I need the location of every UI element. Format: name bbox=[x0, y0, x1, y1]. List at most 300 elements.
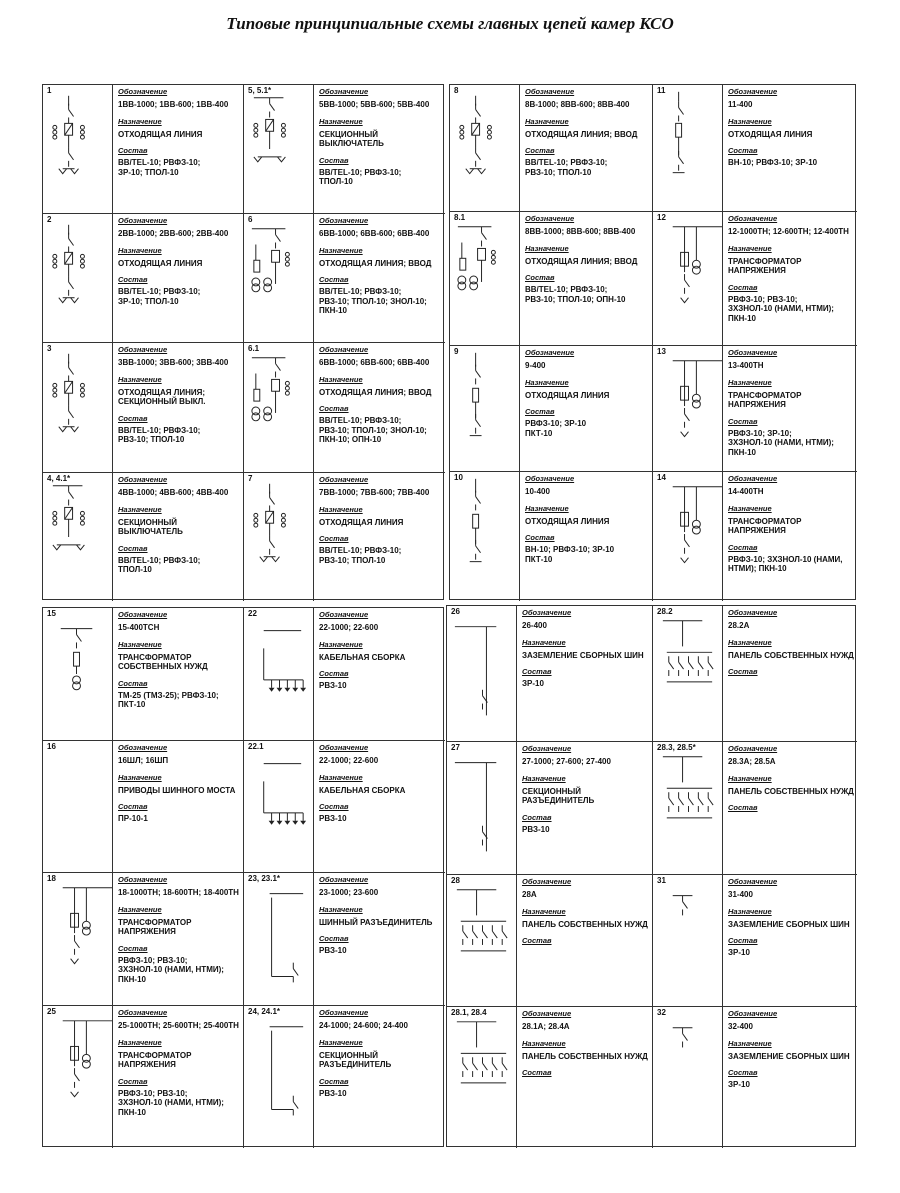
scheme-cell bbox=[653, 1007, 857, 1148]
designation-label: Обозначение bbox=[525, 474, 575, 483]
composition-label: Состав bbox=[118, 543, 148, 553]
designation-label: Обозначение bbox=[118, 743, 168, 752]
designation-label: Обозначение bbox=[319, 875, 369, 884]
composition-label: Состав bbox=[728, 667, 758, 676]
designation-value: 27-1000; 27-600; 27-400 bbox=[522, 757, 611, 766]
designation-label: Обозначение bbox=[319, 345, 369, 354]
designation-label: Обозначение bbox=[118, 216, 168, 225]
designation-label: Обозначение bbox=[319, 475, 369, 484]
purpose-value: ПАНЕЛЬ СОБСТВЕННЫХ НУЖД bbox=[522, 1051, 648, 1061]
purpose-label: Назначение bbox=[522, 637, 566, 647]
purpose-label: Назначение bbox=[118, 374, 162, 384]
composition-value: РВЗ-10 bbox=[319, 946, 347, 955]
vcb-line-icon bbox=[43, 214, 112, 343]
aux-panel-icon bbox=[447, 875, 516, 1007]
designation-label: Обозначение bbox=[728, 608, 778, 617]
scheme-info bbox=[723, 472, 857, 577]
scheme-info bbox=[113, 608, 243, 713]
purpose-value: ОТХОДЯЩАЯ ЛИНИЯ; ВВОД bbox=[525, 256, 638, 266]
composition-value: ВВ/TEL-10; РВФЗ-10; РВЗ-10; ТПОЛ-10; ЗНОЛ-10; ПКН-10; ОПН-10 bbox=[319, 416, 427, 444]
composition-value: РВФЗ-10; ЗР-10 ПКТ-10 bbox=[525, 419, 587, 438]
scheme-cell bbox=[244, 343, 445, 473]
earthing-switch-icon bbox=[653, 875, 722, 1007]
bus-earthing-icon bbox=[447, 742, 516, 875]
purpose-value: ОТХОДЯЩАЯ ЛИНИЯ bbox=[525, 390, 610, 400]
purpose-value: СЕКЦИОННЫЙ РАЗЪЕДИНИТЕЛЬ bbox=[319, 1050, 392, 1069]
composition-label: Состав bbox=[522, 936, 552, 945]
scheme-block-3 bbox=[42, 607, 444, 1147]
scheme-cell bbox=[653, 742, 857, 875]
scheme-info bbox=[517, 1007, 652, 1080]
purpose-label: Назначение bbox=[728, 1038, 772, 1048]
designation-value: 23-1000; 23-600 bbox=[319, 888, 379, 897]
purpose-value: КАБЕЛЬНАЯ СБОРКА bbox=[319, 785, 406, 795]
designation-value: 6ВВ-1000; 6ВВ-600; 6ВВ-400 bbox=[319, 358, 430, 367]
purpose-label: Назначение bbox=[728, 116, 772, 126]
scheme-cell bbox=[43, 608, 244, 741]
purpose-value: ЗАЗЕМЛЕНИЕ СБОРНЫХ ШИН bbox=[728, 919, 850, 929]
designation-value: 8В-1000; 8ВВ-600; 8ВВ-400 bbox=[525, 100, 630, 109]
designation-value: 31-400 bbox=[728, 890, 753, 899]
purpose-label: Назначение bbox=[118, 245, 162, 255]
scheme-number: 22 bbox=[248, 609, 257, 618]
designation-label: Обозначение bbox=[728, 474, 778, 483]
voltage-transformer-icon bbox=[43, 1006, 112, 1148]
scheme-diagram bbox=[244, 741, 314, 873]
purpose-label: Назначение bbox=[728, 773, 772, 783]
scheme-number: 12 bbox=[657, 213, 666, 222]
scheme-number: 24, 24.1* bbox=[248, 1007, 281, 1016]
designation-value: 3ВВ-1000; 3ВВ-600; 3ВВ-400 bbox=[118, 358, 229, 367]
scheme-info bbox=[113, 741, 243, 827]
purpose-label: Назначение bbox=[319, 374, 363, 384]
scheme-info bbox=[314, 85, 445, 190]
vcb-line-icon bbox=[43, 343, 112, 473]
scheme-diagram bbox=[43, 1006, 113, 1148]
designation-value: 14-400ТН bbox=[728, 487, 764, 496]
composition-value: ВВ/TEL-10; РВФЗ-10; РВЗ-10; ТПОЛ-10; ЗНОЛ-10; ПКН-10 bbox=[319, 287, 427, 315]
purpose-value: ОТХОДЯЩАЯ ЛИНИЯ; СЕКЦИОННЫЙ ВЫКЛ. bbox=[118, 387, 206, 406]
composition-value: ВВ/TEL-10; РВФЗ-10; ТПОЛ-10 bbox=[118, 555, 201, 574]
scheme-info bbox=[520, 346, 652, 441]
scheme-diagram bbox=[653, 742, 723, 875]
scheme-diagram bbox=[43, 873, 113, 1006]
designation-label: Обозначение bbox=[728, 877, 778, 886]
composition-value: РВФЗ-10; РВЗ-10; ЗХЗНОЛ-10 (НАМИ, НТМИ); ПКН-10 bbox=[728, 294, 834, 323]
composition-value: ВВ/TEL-10; РВФЗ-10; ЗР-10; ТПОЛ-10 bbox=[118, 287, 201, 306]
scheme-diagram bbox=[447, 742, 517, 875]
scheme-cell bbox=[653, 212, 857, 346]
scheme-info bbox=[314, 343, 445, 448]
purpose-label: Назначение bbox=[118, 116, 162, 126]
composition-label: Состав bbox=[728, 416, 758, 426]
purpose-label: Назначение bbox=[525, 377, 569, 387]
designation-label: Обозначение bbox=[319, 1008, 369, 1017]
purpose-label: Назначение bbox=[522, 906, 566, 916]
aux-panel-icon bbox=[653, 606, 722, 742]
designation-label: Обозначение bbox=[319, 743, 369, 752]
composition-value: ВН-10; РВФЗ-10; ЗР-10 bbox=[728, 158, 818, 167]
scheme-info bbox=[517, 742, 652, 837]
composition-label: Состав bbox=[522, 812, 552, 822]
vcb-line-icon bbox=[43, 85, 112, 214]
bus-disconnector-icon bbox=[244, 1006, 313, 1148]
scheme-cell bbox=[447, 875, 653, 1007]
scheme-number: 28.2 bbox=[657, 607, 673, 616]
load-switch-icon bbox=[653, 85, 722, 212]
scheme-info bbox=[723, 742, 857, 815]
designation-value: 13-400ТН bbox=[728, 361, 764, 370]
scheme-number: 7 bbox=[248, 474, 253, 483]
scheme-info bbox=[517, 875, 652, 948]
purpose-label: Назначение bbox=[319, 1037, 363, 1047]
voltage-transformer-icon bbox=[653, 472, 722, 601]
scheme-diagram bbox=[244, 343, 314, 473]
composition-label: Состав bbox=[319, 934, 349, 943]
vcb-sectional-icon bbox=[43, 473, 112, 601]
scheme-number: 5, 5.1* bbox=[248, 86, 272, 95]
scheme-cell bbox=[653, 346, 857, 472]
vcb-sectional-icon bbox=[244, 85, 313, 214]
scheme-cell bbox=[653, 606, 857, 742]
page-title: Типовые принципиальные схемы главных цепей камер КСО bbox=[226, 14, 674, 33]
composition-value: ВВ/TEL-10; РВФЗ-10; РВЗ-10; ТПОЛ-10; ОПН-10 bbox=[525, 285, 626, 304]
scheme-info bbox=[723, 875, 857, 961]
composition-label: Состав bbox=[728, 146, 758, 155]
scheme-number: 6.1 bbox=[248, 344, 260, 353]
scheme-cell bbox=[244, 214, 445, 343]
scheme-cell bbox=[244, 608, 445, 741]
scheme-info bbox=[723, 346, 857, 460]
scheme-diagram bbox=[447, 606, 517, 742]
purpose-value: ОТХОДЯЩАЯ ЛИНИЯ bbox=[319, 517, 404, 527]
scheme-info bbox=[113, 214, 243, 309]
composition-label: Состав bbox=[522, 1068, 552, 1077]
aux-panel-icon bbox=[653, 742, 722, 875]
scheme-cell bbox=[244, 741, 445, 873]
designation-label: Обозначение bbox=[118, 345, 168, 354]
composition-label: Состав bbox=[319, 669, 349, 678]
designation-value: 22-1000; 22-600 bbox=[319, 756, 379, 765]
composition-value: ЗР-10 bbox=[522, 679, 544, 688]
scheme-number: 14 bbox=[657, 473, 666, 482]
designation-value: 26-400 bbox=[522, 621, 547, 630]
composition-label: Состав bbox=[118, 146, 148, 155]
composition-label: Состав bbox=[525, 407, 555, 416]
composition-label: Состав bbox=[525, 273, 555, 282]
scheme-diagram bbox=[244, 214, 314, 343]
scheme-cell bbox=[450, 212, 653, 346]
composition-label: Состав bbox=[525, 146, 555, 155]
purpose-label: Назначение bbox=[525, 503, 569, 513]
fuse-line-icon bbox=[450, 472, 519, 601]
composition-label: Состав bbox=[728, 936, 758, 945]
scheme-cell bbox=[450, 472, 653, 601]
composition-label: Состав bbox=[728, 803, 758, 812]
designation-value: 28А bbox=[522, 890, 537, 899]
scheme-info bbox=[113, 473, 243, 578]
designation-value: 1ВВ-1000; 1ВВ-600; 1ВВ-400 bbox=[118, 100, 229, 109]
composition-value: ВН-10; РВФЗ-10; ЗР-10 ПКТ-10 bbox=[525, 545, 615, 564]
scheme-cell bbox=[43, 473, 244, 601]
scheme-info bbox=[113, 873, 243, 987]
purpose-label: Назначение bbox=[319, 116, 363, 126]
scheme-info bbox=[113, 1006, 243, 1120]
designation-value: 28.2А bbox=[728, 621, 750, 630]
purpose-label: Назначение bbox=[525, 243, 569, 253]
voltage-transformer-icon bbox=[653, 212, 722, 346]
designation-label: Обозначение bbox=[525, 87, 575, 96]
designation-value: 28.3А; 28.5А bbox=[728, 757, 776, 766]
purpose-value: ОТХОДЯЩАЯ ЛИНИЯ bbox=[118, 258, 203, 268]
scheme-diagram bbox=[244, 85, 314, 214]
scheme-info bbox=[520, 212, 652, 307]
purpose-value: ПРИВОДЫ ШИННОГО МОСТА bbox=[118, 785, 236, 795]
scheme-info bbox=[723, 1007, 857, 1093]
purpose-label: Назначение bbox=[118, 639, 162, 649]
designation-value: 4ВВ-1000; 4ВВ-600; 4ВВ-400 bbox=[118, 488, 229, 497]
designation-label: Обозначение bbox=[118, 475, 168, 484]
scheme-number: 32 bbox=[657, 1008, 666, 1017]
vcb-vt-icon bbox=[244, 214, 313, 343]
bus-earthing-icon bbox=[447, 606, 516, 742]
composition-label: Состав bbox=[118, 413, 148, 423]
scheme-block-4 bbox=[446, 605, 856, 1147]
cable-assembly-icon bbox=[244, 741, 313, 873]
designation-value: 2ВВ-1000; 2ВВ-600; 2ВВ-400 bbox=[118, 229, 229, 238]
scheme-info bbox=[723, 212, 857, 326]
composition-value: РВЗ-10 bbox=[319, 814, 347, 823]
designation-label: Обозначение bbox=[522, 608, 572, 617]
purpose-value: ТРАНСФОРМАТОР СОБСТВЕННЫХ НУЖД bbox=[118, 652, 208, 671]
scheme-cell bbox=[43, 1006, 244, 1148]
scheme-diagram bbox=[43, 741, 113, 873]
composition-value: РВЗ-10 bbox=[319, 1088, 347, 1098]
purpose-value: ПАНЕЛЬ СОБСТВЕННЫХ НУЖД bbox=[728, 650, 854, 660]
scheme-number: 28 bbox=[451, 876, 460, 885]
purpose-value: КАБЕЛЬНАЯ СБОРКА bbox=[319, 652, 406, 662]
composition-value: ВВ/TEL-10; РВФЗ-10; ЗР-10; ТПОЛ-10 bbox=[118, 158, 201, 177]
designation-label: Обозначение bbox=[118, 875, 168, 884]
purpose-value: ЗАЗЕМЛЕНИЕ СБОРНЫХ ШИН bbox=[728, 1051, 850, 1061]
designation-label: Обозначение bbox=[319, 610, 369, 619]
composition-value: ТМ-25 (ТМЗ-25); РВФЗ-10; ПКТ-10 bbox=[118, 690, 219, 709]
purpose-value: ОТХОДЯЩАЯ ЛИНИЯ bbox=[525, 516, 610, 526]
scheme-info bbox=[723, 606, 857, 679]
scheme-cell bbox=[244, 473, 445, 601]
scheme-cell bbox=[244, 85, 445, 214]
scheme-diagram bbox=[653, 346, 723, 472]
composition-value: ПР-10-1 bbox=[118, 814, 148, 823]
purpose-value: СЕКЦИОННЫЙ ВЫКЛЮЧАТЕЛЬ bbox=[319, 129, 384, 148]
designation-label: Обозначение bbox=[525, 348, 575, 357]
scheme-cell bbox=[447, 606, 653, 742]
composition-label: Состав bbox=[525, 533, 555, 542]
scheme-number: 8 bbox=[454, 86, 459, 95]
scheme-diagram bbox=[653, 85, 723, 212]
scheme-cell bbox=[447, 1007, 653, 1148]
purpose-label: Назначение bbox=[319, 904, 363, 914]
composition-label: Состав bbox=[118, 1076, 148, 1086]
composition-value: ВВ/TEL-10; РВФЗ-10; ТПОЛ-10 bbox=[319, 167, 402, 186]
purpose-label: Назначение bbox=[728, 377, 772, 387]
scheme-diagram bbox=[244, 1006, 314, 1148]
scheme-info bbox=[314, 214, 445, 319]
scheme-cell bbox=[43, 873, 244, 1006]
composition-value: РВЗ-10 bbox=[522, 824, 550, 834]
purpose-value: ОТХОДЯЩАЯ ЛИНИЯ bbox=[728, 129, 813, 139]
composition-value: РВЗ-10 bbox=[319, 681, 347, 690]
scheme-diagram bbox=[447, 875, 517, 1007]
designation-label: Обозначение bbox=[728, 348, 778, 357]
purpose-value: ПАНЕЛЬ СОБСТВЕННЫХ НУЖД bbox=[522, 919, 648, 929]
cable-assembly-icon bbox=[244, 608, 313, 741]
purpose-label: Назначение bbox=[319, 639, 363, 649]
composition-value: ЗР-10 bbox=[728, 948, 750, 957]
composition-label: Состав bbox=[319, 275, 349, 284]
scheme-diagram bbox=[43, 85, 113, 214]
vcb-line-icon bbox=[244, 473, 313, 601]
purpose-value: ТРАНСФОРМАТОР НАПРЯЖЕНИЯ bbox=[728, 256, 802, 275]
purpose-label: Назначение bbox=[728, 503, 772, 513]
scheme-cell bbox=[43, 741, 244, 873]
designation-value: 10-400 bbox=[525, 487, 550, 496]
composition-label: Состав bbox=[522, 667, 552, 676]
scheme-number: 25 bbox=[47, 1007, 56, 1016]
purpose-label: Назначение bbox=[319, 245, 363, 255]
scheme-diagram bbox=[244, 473, 314, 601]
scheme-number: 31 bbox=[657, 876, 666, 885]
composition-label: Состав bbox=[319, 404, 349, 413]
scheme-cell bbox=[43, 214, 244, 343]
scheme-cell bbox=[653, 472, 857, 601]
designation-value: 18-1000ТН; 18-600ТН; 18-400ТН bbox=[118, 888, 239, 897]
scheme-cell bbox=[244, 873, 445, 1006]
blank-diagram bbox=[43, 741, 112, 873]
scheme-info bbox=[517, 606, 652, 692]
scheme-info bbox=[314, 1006, 445, 1101]
designation-label: Обозначение bbox=[728, 214, 778, 223]
composition-label: Состав bbox=[319, 1076, 349, 1086]
composition-value: РВФЗ-10; ЗР-10; ЗХЗНОЛ-10 (НАМИ, НТМИ); ПКН-10 bbox=[728, 428, 834, 457]
scheme-block-1 bbox=[42, 84, 444, 600]
scheme-info bbox=[314, 741, 445, 827]
purpose-value: СЕКЦИОННЫЙ ВЫКЛЮЧАТЕЛЬ bbox=[118, 517, 183, 536]
earthing-switch-icon bbox=[653, 1007, 722, 1148]
designation-value: 5ВВ-1000; 5ВВ-600; 5ВВ-400 bbox=[319, 100, 430, 109]
purpose-label: Назначение bbox=[522, 1038, 566, 1048]
scheme-cell bbox=[450, 85, 653, 212]
purpose-value: ОТХОДЯЩАЯ ЛИНИЯ bbox=[118, 129, 203, 139]
designation-value: 6ВВ-1000; 6ВВ-600; 6ВВ-400 bbox=[319, 229, 430, 238]
composition-value: РВФЗ-10; РВЗ-10; ЗХЗНОЛ-10 (НАМИ, НТМИ); ПКН-10 bbox=[118, 1088, 224, 1117]
voltage-transformer-icon bbox=[653, 346, 722, 472]
designation-value: 8ВВ-1000; 8ВВ-600; 8ВВ-400 bbox=[525, 227, 636, 236]
scheme-info bbox=[113, 85, 243, 180]
designation-value: 9-400 bbox=[525, 361, 546, 370]
scheme-cell bbox=[653, 875, 857, 1007]
scheme-cell bbox=[43, 85, 244, 214]
bus-disconnector-icon bbox=[244, 873, 313, 1006]
scheme-number: 23, 23.1* bbox=[248, 874, 281, 883]
purpose-value: ТРАНСФОРМАТОР НАПРЯЖЕНИЯ bbox=[118, 917, 192, 936]
purpose-value: СЕКЦИОННЫЙ РАЗЪЕДИНИТЕЛЬ bbox=[522, 786, 595, 805]
designation-value: 22-1000; 22-600 bbox=[319, 623, 379, 632]
designation-label: Обозначение bbox=[522, 1009, 572, 1018]
scheme-number: 1 bbox=[47, 86, 52, 95]
scheme-diagram bbox=[450, 85, 520, 212]
purpose-value: ОТХОДЯЩАЯ ЛИНИЯ; ВВОД bbox=[525, 129, 638, 139]
purpose-label: Назначение bbox=[118, 772, 162, 782]
scheme-number: 2 bbox=[47, 215, 52, 224]
purpose-value: ОТХОДЯЩАЯ ЛИНИЯ; ВВОД bbox=[319, 387, 432, 397]
designation-label: Обозначение bbox=[728, 744, 778, 753]
designation-label: Обозначение bbox=[118, 610, 168, 619]
purpose-label: Назначение bbox=[118, 904, 162, 914]
scheme-diagram bbox=[43, 473, 113, 601]
composition-label: Состав bbox=[118, 678, 148, 688]
scheme-info bbox=[723, 85, 857, 171]
designation-value: 12-1000ТН; 12-600ТН; 12-400ТН bbox=[728, 227, 849, 236]
purpose-value: ПАНЕЛЬ СОБСТВЕННЫХ НУЖД bbox=[728, 786, 854, 796]
aux-transformer-icon bbox=[43, 608, 112, 741]
scheme-diagram bbox=[653, 606, 723, 742]
composition-label: Состав bbox=[728, 542, 758, 552]
scheme-cell bbox=[43, 343, 244, 473]
scheme-diagram bbox=[447, 1007, 517, 1148]
scheme-diagram bbox=[653, 472, 723, 601]
composition-label: Состав bbox=[319, 802, 349, 811]
scheme-number: 10 bbox=[454, 473, 463, 482]
designation-label: Обозначение bbox=[118, 1008, 168, 1017]
scheme-diagram bbox=[43, 608, 113, 741]
scheme-number: 8.1 bbox=[454, 213, 466, 222]
composition-label: Состав bbox=[319, 534, 349, 543]
vcb-vt-icon bbox=[450, 212, 519, 346]
scheme-info bbox=[314, 873, 445, 959]
scheme-number: 3 bbox=[47, 344, 52, 353]
scheme-number: 13 bbox=[657, 347, 666, 356]
scheme-cell bbox=[653, 85, 857, 212]
composition-label: Состав bbox=[728, 1068, 758, 1077]
scheme-number: 9 bbox=[454, 347, 459, 356]
scheme-diagram bbox=[43, 343, 113, 473]
designation-value: 25-1000ТН; 25-600ТН; 25-400ТН bbox=[118, 1021, 239, 1030]
scheme-number: 11 bbox=[657, 86, 666, 95]
scheme-diagram bbox=[653, 212, 723, 346]
scheme-diagram bbox=[450, 346, 520, 472]
voltage-transformer-icon bbox=[43, 873, 112, 1006]
scheme-number: 16 bbox=[47, 742, 56, 751]
scheme-number: 18 bbox=[47, 874, 56, 883]
purpose-label: Назначение bbox=[319, 772, 363, 782]
purpose-value: ШИННЫЙ РАЗЪЕДИНИТЕЛЬ bbox=[319, 917, 433, 927]
designation-value: 11-400 bbox=[728, 100, 753, 109]
designation-label: Обозначение bbox=[118, 87, 168, 96]
purpose-value: ОТХОДЯЩАЯ ЛИНИЯ; ВВОД bbox=[319, 258, 432, 268]
scheme-cell bbox=[447, 742, 653, 875]
designation-value: 16ШЛ; 16ШП bbox=[118, 756, 169, 765]
designation-label: Обозначение bbox=[728, 87, 778, 96]
scheme-diagram bbox=[244, 873, 314, 1006]
purpose-value: ТРАНСФОРМАТОР НАПРЯЖЕНИЯ bbox=[118, 1050, 192, 1069]
purpose-value: ТРАНСФОРМАТОР НАПРЯЖЕНИЯ bbox=[728, 390, 802, 409]
scheme-number: 28.1, 28.4 bbox=[451, 1008, 487, 1017]
composition-value: РВФЗ-10; РВЗ-10; ЗХЗНОЛ-10 (НАМИ, НТМИ); ПКН-10 bbox=[118, 955, 224, 984]
composition-value: ЗР-10 bbox=[728, 1080, 750, 1089]
composition-value: ВВ/TEL-10; РВФЗ-10; РВЗ-10; ТПОЛ-10 bbox=[118, 425, 201, 444]
scheme-number: 26 bbox=[451, 607, 460, 616]
